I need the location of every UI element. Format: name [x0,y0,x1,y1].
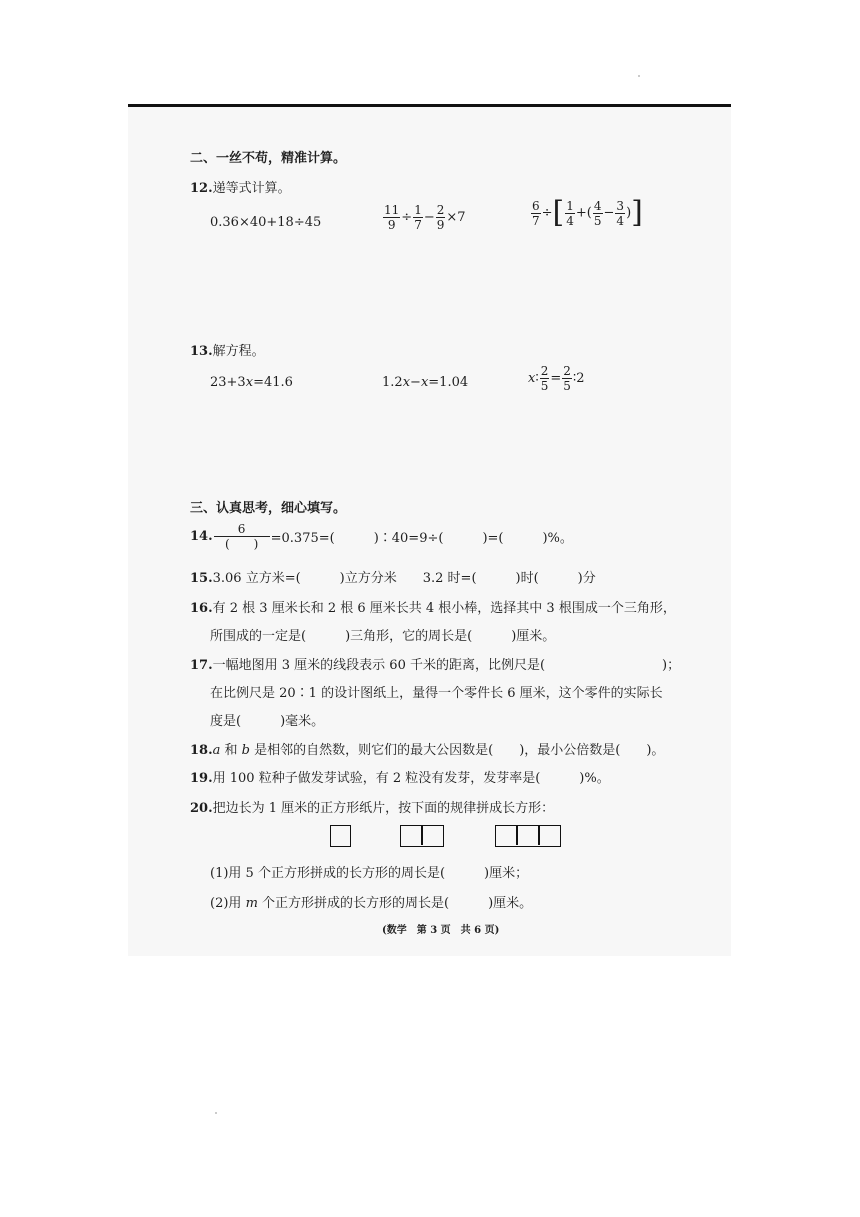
fraction: $\frac{4}{5}$ [593,198,602,228]
question-number: 15. [190,571,213,586]
fraction: $\frac{2}{5}$ [563,364,571,393]
expression-3: $\frac{6}{7}$ ÷[ $\frac{1}{4}$ +( $\frac{4}{5}$ − $\frac{3}{4}$ )] [532,195,643,230]
section-2-title: 二、一丝不苟，精准计算。 [190,151,347,166]
question-text: 递等式计算。 [212,181,291,196]
expression-2: $\frac{11}{9}$ ÷ $\frac{1}{7}$ − $\frac{2}{9}$ ×7 [384,203,466,232]
question-17 [190,654,680,673]
question-text: 把边长为 1 厘米的正方形纸片，按下面的规律拼成长方形： [212,801,555,816]
divider [516,826,518,845]
divider [538,826,540,845]
question-18: 18.a 和 b 是相邻的自然数，则它们的最大公因数是( )，最小公倍数是( )。 [190,743,665,758]
question-text: 3.06 立方米=( )立方分米 3.2 时=( )时( )分 [212,571,596,586]
question-15 [190,567,596,586]
header-rule [128,104,731,107]
question-number: 13. [190,344,213,359]
question-text: 一幅地图用 3 厘米的线段表示 60 千米的距离，比例尺是( )； [212,658,681,673]
equation-2: 1.2x−x=1.04 [382,375,469,390]
equation-1: 23+3x=41.6 [210,375,293,390]
divider [421,826,423,845]
question-number: 18. [190,743,213,758]
pattern-three-squares [495,825,561,847]
fraction-blank: $\frac{6}{( )}$ [214,522,270,551]
fraction: $\frac{2}{9}$ [436,203,445,232]
question-number: 19. [190,771,213,786]
question-number: 12. [190,181,213,196]
page-footer: (数学 第 3 页 共 6 页) [382,925,500,936]
fraction: $\frac{6}{7}$ [532,198,540,228]
fraction: $\frac{2}{5}$ [540,364,549,393]
question-text: 解方程。 [212,344,265,359]
question-number: 16. [190,601,213,616]
question-14 [190,522,573,551]
fraction: $\frac{1}{7}$ [414,203,422,232]
question-17-line-2: 在比例尺是 20∶1 的设计图纸上，量得一个零件长 6 厘米，这个零件的实际长 [210,686,663,701]
question-16 [190,597,676,616]
scan-speck [638,75,640,77]
question-text: 是相邻的自然数，则它们的最大公因数是( )，最小公倍数是( )。 [249,743,665,758]
question-13 [190,340,265,359]
fraction: $\frac{1}{4}$ [566,198,574,228]
question-number: 14. [190,529,213,544]
question-20 [190,797,554,816]
question-12 [190,177,291,196]
question-text: 有 2 根 3 厘米长和 2 根 6 厘米长共 4 根小棒，选择其中 3 根围成一个三角形， [212,601,676,616]
question-20-sub-1: (1)用 5 个正方形拼成的长方形的周长是( )厘米； [210,866,529,881]
question-number: 17. [190,658,213,673]
question-text: 用 100 粒种子做发芽试验，有 2 粒没有发芽，发芽率是( )%。 [212,771,610,786]
scan-speck [215,1112,217,1114]
expression-1: 0.36×40+18÷45 [210,215,322,230]
pattern-two-squares [400,825,444,847]
question-19 [190,767,610,786]
question-number: 20. [190,801,213,816]
question-20-sub-2: (2)用 m 个正方形拼成的长方形的周长是( )厘米。 [210,896,533,911]
fraction: $\frac{11}{9}$ [384,203,400,232]
equation-3: x∶ $\frac{2}{5}$ = $\frac{2}{5}$ ∶2 [528,364,585,393]
question-17-line-3: 度是( )毫米。 [210,714,325,729]
question-text: =0.375=( )∶40=9÷( )=( )%。 [270,531,573,546]
fraction: $\frac{3}{4}$ [616,198,625,228]
question-16-line-2: 所围成的一定是( )三角形，它的周长是( )厘米。 [210,629,556,644]
section-3-title: 三、认真思考，细心填写。 [190,501,347,516]
pattern-one-square [330,825,351,847]
